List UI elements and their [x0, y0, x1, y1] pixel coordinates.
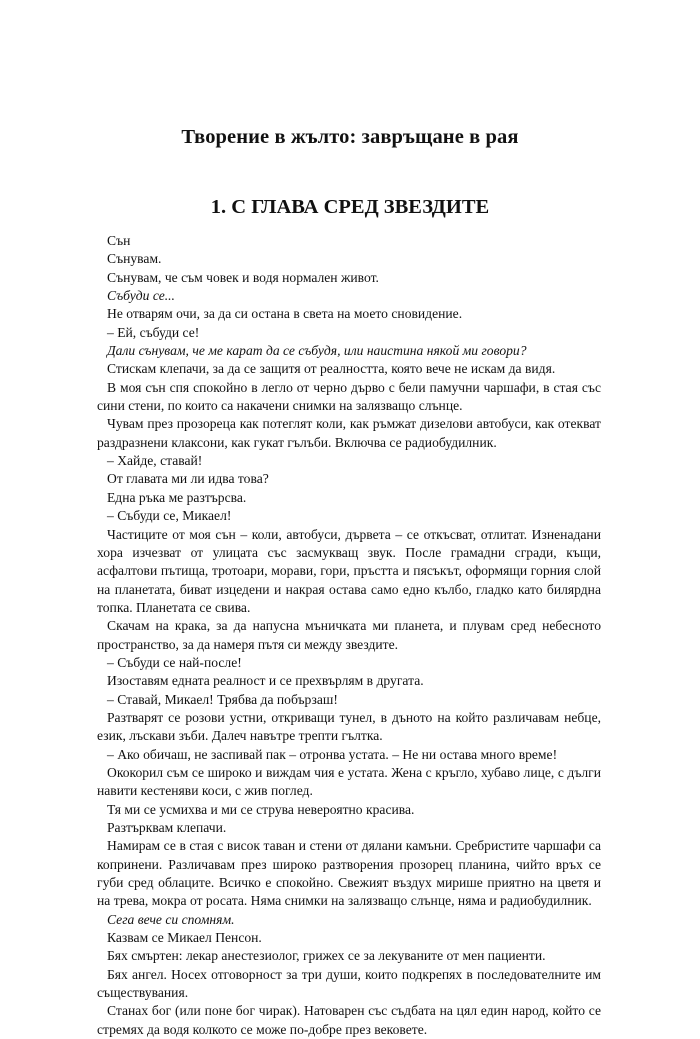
paragraph: Намирам се в стая с висок таван и стени от дялани камъни. Сребристите чаршафи са копринени. Различавам през широко разтворения прозорец планина, чийто връх се губи сред облаците. Всичко е спокойно. Свежият въздух мирише приятно на цветя и на трева, мокра от росата. Няма снимки на залязващо слънце, няма и радиобудилник.: [97, 838, 601, 909]
paragraph: Станах бог (или поне бог чирак). Натоварен със съдбата на цял един народ, който се стремях да водя колкото се може по-добре през вековете.: [97, 1003, 601, 1037]
book-title: Творение в жълто: завръщане в рая: [181, 126, 519, 148]
paragraph: Изоставям едната реалност и се прехвърлям в другата.: [107, 673, 424, 689]
paragraph: – Ставай, Микаел! Трябва да побързаш!: [107, 691, 338, 707]
paragraph: Сънувам, че съм човек и водя нормален живот.: [107, 269, 379, 285]
paragraph: Сънувам.: [107, 251, 162, 267]
paragraph: В моя сън спя спокойно в легло от черно дърво с бели памучни чаршафи, в стая със сини стени, по които са накачени снимки на залязващо слънце.: [97, 379, 601, 414]
paragraph: От главата ми ли идва това?: [107, 471, 269, 487]
paragraph: – Събуди се, Микаел!: [107, 508, 232, 524]
paragraph: Бях смъртен: лекар анестезиолог, грижех се за лекуваните от мен пациенти.: [107, 948, 546, 964]
paragraph: Разтърквам клепачи.: [107, 820, 227, 835]
paragraph: Не отварям очи, за да си остана в света на моето сновидение.: [107, 306, 463, 322]
paragraph: Тя ми се усмихва и ми се струва невероятно красива.: [107, 801, 415, 817]
paragraph: Чувам през прозореца как потеглят коли, как ръмжат дизелови автобуси, как отекват раздразнени клаксони, как гукат гълъби. Включва се радиобудилник.: [97, 416, 601, 450]
paragraph: – Събуди се най-после!: [107, 654, 242, 670]
paragraph: Ококорил съм се широко и виждам чия е устата. Жена с кръгло, хубаво лице, с дълги навити кестеняви коси, с жив поглед.: [97, 764, 601, 799]
paragraph: – Ако обичаш, не заспивай пак – отронва устата. – Не ни остава много време!: [107, 746, 558, 762]
paragraph: – Ей, събуди се!: [107, 324, 200, 340]
paragraph: Сега вече си спомням.: [107, 911, 235, 927]
chapter-heading: 1. С ГЛАВА СРЕД ЗВЕЗДИТЕ: [210, 196, 490, 218]
paragraph: Дали сънувам, че ме карат да се събудя, или наистина някой ми говори?: [107, 343, 527, 359]
paragraph: Скачам на крака, за да напусна мъничката ми планета, и плувам сред небесното пространство, за да намеря пътя си между звездите.: [97, 618, 601, 652]
paragraph: Една ръка ме разтърсва.: [107, 489, 247, 505]
paragraph: Бях ангел. Носех отговорност за три души, които подкрепях в последователните им съществувания.: [97, 966, 601, 1001]
paragraph: Разтварят се розови устни, откриващи тунел, в дъното на който различавам небце, език, лъскави зъби. Далеч навътре трепти гълтка.: [97, 709, 601, 744]
paragraph: Събуди се...: [107, 288, 175, 304]
paragraph: – Хайде, ставай!: [107, 453, 203, 469]
chapter-body: [97, 232, 601, 1039]
paragraph: Стискам клепачи, за да се защитя от реалността, която вече не искам да видя.: [107, 361, 556, 377]
paragraph: Частиците от моя сън – коли, автобуси, дървета – се откъсват, отлитат. Изненадани хора изчезват от улицата със засмукващ звук. После грамадни сгради, къщи, асфалтови пътища, тротоари, морави, гори, пръстта и пясъкът, оформящи горния слой на планетата, биват изцедени и накрая остава само едно кълбо, гладко като билярдна топка. Планетата се свива.: [97, 526, 601, 615]
paragraph: Казвам се Микаел Пенсон.: [107, 930, 262, 946]
paragraph: Сън: [107, 233, 131, 248]
